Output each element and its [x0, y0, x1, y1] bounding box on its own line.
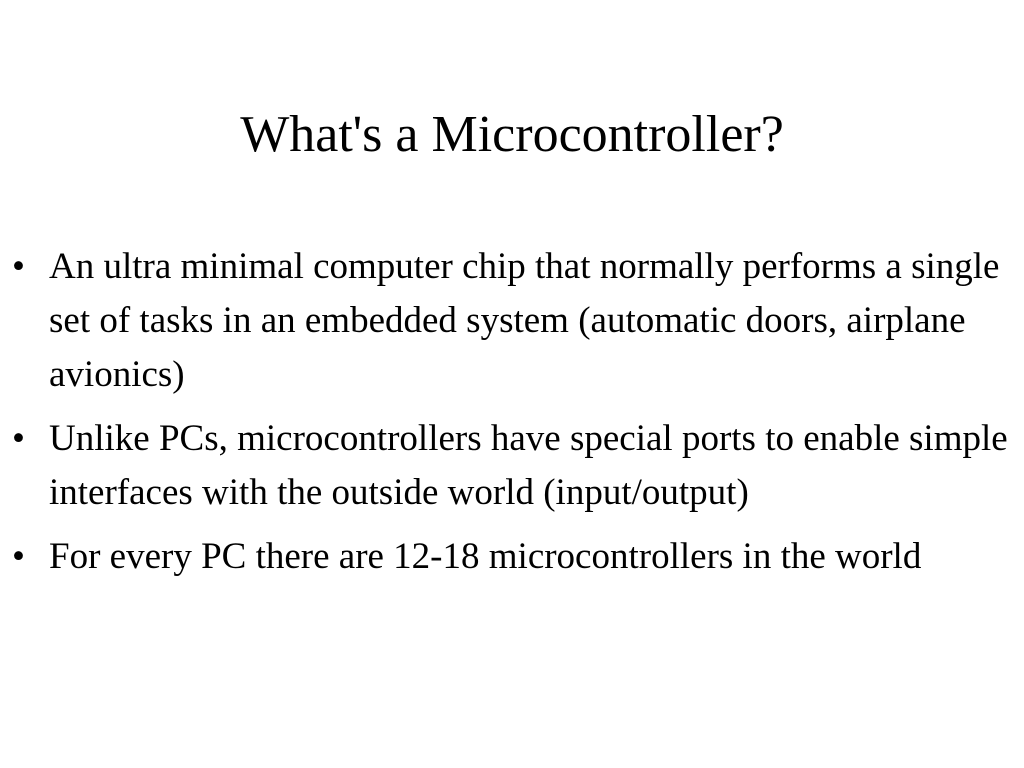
bullet-text: An ultra minimal computer chip that normally performs a single set of tasks in an embedded system (automatic doors, airplane avionics)	[49, 246, 1000, 395]
bullet-item	[12, 412, 1016, 520]
bullet-text: For every PC there are 12-18 microcontrollers in the world	[49, 536, 922, 577]
bullet-item	[12, 240, 1016, 402]
bullet-icon: •	[12, 246, 25, 287]
bullet-item	[12, 530, 1016, 584]
slide-title: What's a Microcontroller?	[240, 106, 784, 163]
bullet-icon: •	[12, 536, 25, 577]
bullet-text: Unlike PCs, microcontrollers have special ports to enable simple interfaces with the outside world (input/output)	[49, 418, 1008, 513]
bullet-list	[12, 240, 1016, 594]
bullet-icon: •	[12, 418, 25, 459]
